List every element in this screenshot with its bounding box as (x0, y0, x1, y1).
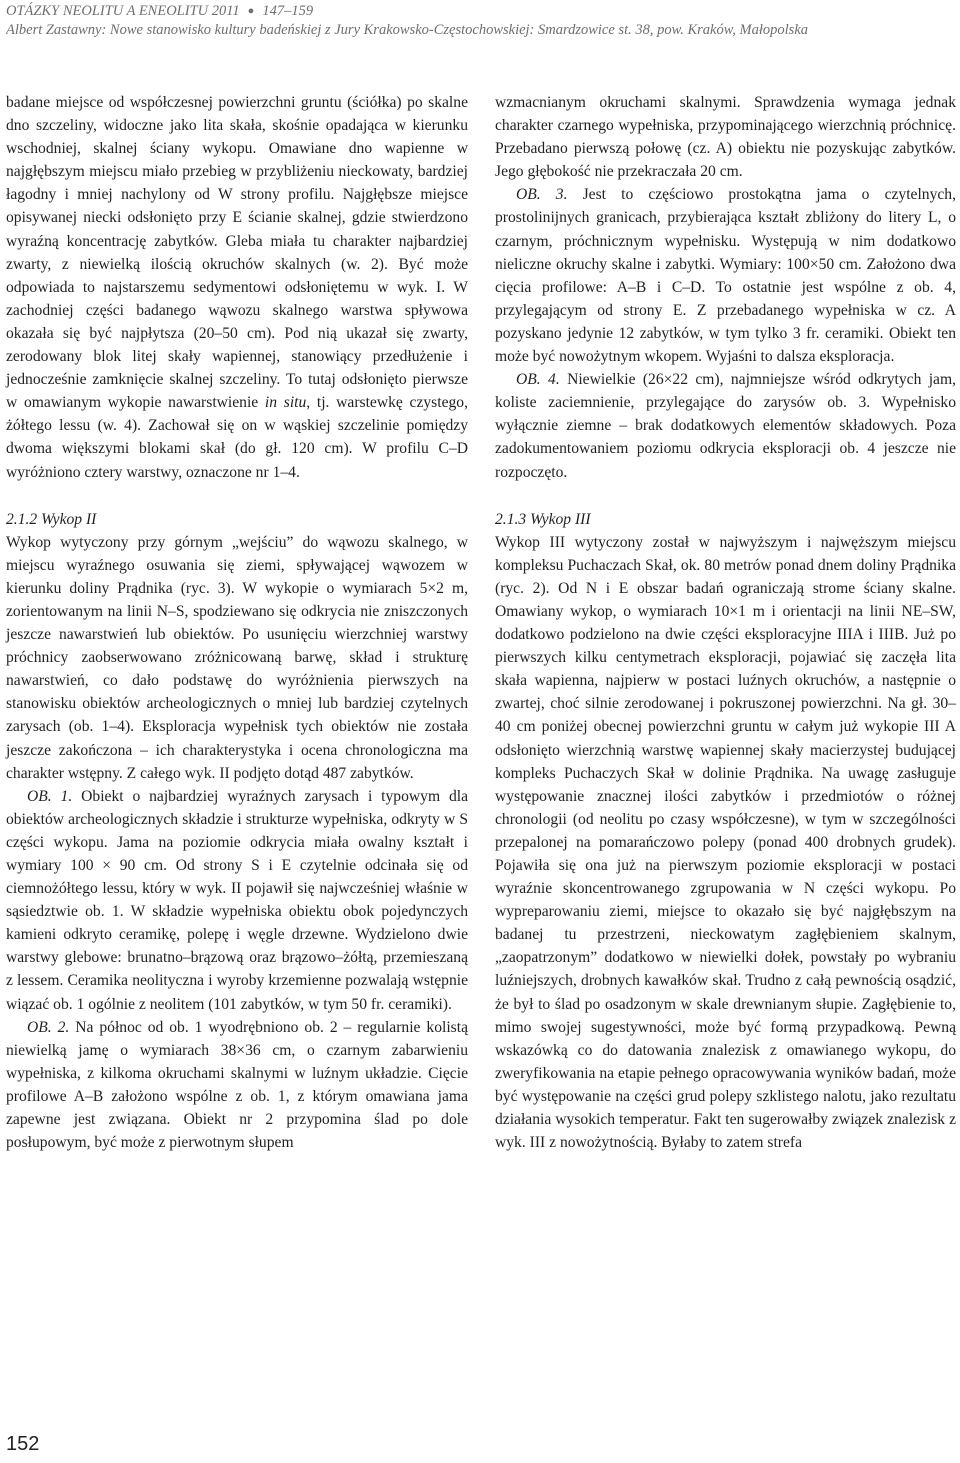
paragraph-ob-4: OB. 4. Niewielkie (26×22 cm), najmniejsze wśród odkrytych jam, koliste zaciemnienie, przylegające do zarysów ob. 3. Wypełnisko wyłącznie ziemne – brak dodatkowych elementów składowych. Poza zadokumentowaniem poziomu odkrycia eksploracji ob. 4 jeszcze nie rozpoczęto. (495, 371, 956, 481)
paragraph-wykop-i-continued: badane miejsce od współczesnej powierzchni gruntu (ściółka) po skalne dno szczeliny, widoczne jako lita skała, skośnie opadająca w kierunku wschodniej, skalnej ściany wykopu. Omawiane dno wapienne w najgłębszym miejscu miało przebieg w przybliżeniu nieckowaty, bardziej łagodny i mniej nachylony od W strony profilu. Najgłębsze miejsce opisywanej niecki odsłonięto przy E ścianie skalnej, gdzie stwierdzono wyraźną koncentrację zabytków. Gleba miała tu charakter najbardziej zwarty, z niewielką ilością okruchów skalnych (w. 2). Być może odpowiada to najstarszemu sedymentowi odsłoniętemu w wyk. I. W zachodniej części badanego wąwozu skalnego warstwa spływowa okazała się być najpłytsza (20–50 cm). Pod nią ukazał się zwarty, zerodowany blok litej skały wapiennej, stanowiący przedłużenie i jednocześnie zamknięcie skalnej szczeliny. To tutaj odsłonięto pierwsze w omawianym wykopie nawarstwienie in situ, tj. warstewkę czystego, żółtego lessu (w. 4). Zachował się on w wąskiej szczelinie pomiędzy dwoma większymi blokami skał (do gł. 120 cm). W profilu C–D wyróżniono cztery warstwy, oznaczone nr 1–4. (6, 94, 468, 481)
bullet-icon: ● (247, 5, 255, 17)
paragraph-ob-2: OB. 2. Na północ od ob. 1 wyodrębniono ob. 2 – regularnie kolistą niewielką jamę o wymiarach 38×36 cm, o czarnym zabarwieniu wypełniska, z kilkoma okruchami skalnymi w luźnym układzie. Cięcie profilowe A–B założono wspólne z ob. 1, z którym omawiana jama zapewne jest związana. Obiekt nr 2 przypomina ślad po dole posłupowym, być może z pierwotnym słupem (6, 1018, 468, 1152)
paragraph-wykop-iii: Wykop III wytyczony został w najwyższym i najwęższym miejscu kompleksu Puchaczach Skał, ok. 80 metrów ponad dnem doliny Prądnika (ryc. 2). Od N i E obszar badań ograniczają strome ściany skalne. Omawiany wykop, o wymiarach 10×1 m i orientacji na linii NE–SW, dodatkowo podzielono na dwie części eksploracyjne IIIA i IIIB. Już po pierwszych kilku centymetrach eksploracji, pojawiać się zaczęła lita skała wapienna, najpierw w postaci luźnych okruchów, a następnie o zwartej, choć silnie zerodowanej i pokruszonej powierzchni. Na gł. 30–40 cm poniżej obecnej powierzchni gruntu w całym już wykopie III A odsłonięto wierzchnią warstwę wapiennej skały macierzystej budującej kompleks Puchaczych Skał w dolinie Prądnika. Na uwagę zasługuje występowanie znacznej ilości zabytków i przedmiotów o różnej chronologii (od neolitu po czasy współczesne), w tym w szczególności przepalonej na pomarańczowo polepy (ponad 400 drobnych grudek). Pojawiła się ona już na pierwszym poziomie eksploracji w postaci wyraźnie skoncentrowanego zgrupowania w N części wykopu. Po wypreparowaniu ziemi, miejsce to okazało się być najgłębszym na badanej tu przestrzeni, nieckowatym zagłębieniem skalnym, „zaopatrzonym” dodatkowo w niewielki dołek, powstały po wybraniu luźniejszych, drobnych kawałków skał. Trudno z całą pewnością osądzić, że był to ślad po osadzonym w skale drewnianym słupie. Zagłębienie to, mimo swojej sugestywności, może być formą przypadkową. Pewną wskazówką co do datowania znalezisk z omawianego wykopu, do zweryfikowania na etapie pełnego opracowywania wyników badań, może być występowanie na części grud polepy szklistego nalotu, jako rezultatu działania wysokich temperatur. Fakt ten sugerowałby związek znalezisk z wyk. III z nowożytnością. Byłaby to zatem strefa (495, 533, 956, 1152)
paragraph-ob-1: OB. 1. Obiekt o najbardziej wyraźnych zarysach i typowym dla obiektów archeologicznych składzie i strukturze wypełniska, odkryty w S części wykopu. Jama na poziomie odkrycia miała owalny kształt i wymiary 100 × 90 cm. Od strony S i E czytelnie odcinała się od ciemnożółtego lessu, który w wyk. II pojawił się najwcześniej właśnie w sąsiedztwie ob. 1. W składzie wypełniska obiektu obok pojedynczych kamieni odkryto ceramikę, polepę i węgle drzewne. Wydzielono dwie warstwy glebowe: brunatno–brązową oraz brązowo–żółtą, przemieszaną z lessem. Ceramika neolityczna i wyroby krzemienne pozwalają wstępnie wiązać ob. 1 ogólnie z neolitem (101 zabytków, w tym 50 fr. ceramiki). (6, 787, 469, 1013)
paragraph-ob-3: OB. 3. Jest to częściowo prostokątna jama o czytelnych, prostolinijnych granicach, przybierająca kształt zbliżony do litery L, o czarnym, próchnicznym wypełnisku. Występują w nim dodatkowo nieliczne okruchy skalne i zabytki. Wymiary: 100×50 cm. Założono dwa cięcia profilowe: A–B i C–D. To ostatnie jest wspólne z ob. 4, przylegającym od strony E. Z przebadanego wypełniska w cz. A pozyskano jedynie 12 zabytków, w tym tylko 3 fr. ceramiki. Obiekt ten może być nowożytnym wkopem. Wyjaśni to dalsza eksploracja. (495, 186, 957, 366)
section-heading-wykop-iii: 2.1.3 Wykop III (495, 510, 591, 528)
label-ob-2: OB. 2. (27, 1018, 70, 1036)
label-ob-3: OB. 3. (516, 186, 568, 204)
section-heading-wykop-ii: 2.1.2 Wykop II (6, 510, 97, 528)
label-ob-1: OB. 1. (27, 787, 73, 805)
journal-line (6, 2, 956, 21)
italic-in-situ: in situ (264, 394, 307, 412)
paragraph-ob-2-continued: wzmacnianym okruchami skalnymi. Sprawdzenia wymaga jednak charakter czarnego wypełniska, przypominającego wierzchnią próchnicę. Przebadano pierwszą połowę (cz. A) obiektu nie pozyskując zabytków. Jego głębokość nie przekraczała 20 cm. (495, 94, 956, 181)
page-number: 152 (6, 1433, 40, 1455)
citation-line: Albert Zastawny: Nowe stanowisko kultury badeńskiej z Jury Krakowsko-Częstochowskiej: Smardzowice st. 38, pow. Kraków, Małopolska (6, 22, 809, 38)
right-column (495, 91, 956, 1154)
paragraph-wykop-ii: Wykop wytyczony przy górnym „wejściu” do wąwozu skalnego, w miejscu wyraźnego osuwania się ziemi, spływającej wąwozem w kierunku doliny Prądnika (ryc. 3). W wykopie o wymiarach 5×2 m, zorientowanym na linii N–S, spodziewano się odkrycia nie zniszczonych jeszcze nawarstwień lub obiektów. Po usunięciu wierzchniej warstwy próchnicy zaobserwowano zróżnicowaną barwę, skład i strukturę nawarstwień, co dało podstawę do wyróżnienia pierwszych na stanowisku obiektów archeologicznych o mniej lub bardziej czytelnych zarysach (ob. 1–4). Eksploracja wypełnisk tych obiektów nie została jeszcze zakończona – ich charakterystyka i ocena chronologiczna ma charakter wstępny. Z całego wyk. II podjęto dotąd 487 zabytków. (6, 533, 468, 782)
page-range: 147–159 (262, 3, 314, 19)
left-column (6, 91, 468, 1154)
label-ob-4: OB. 4. (516, 371, 560, 389)
journal-title: OTÁZKY NEOLITU A ENEOLITU 2011 (6, 3, 240, 19)
running-header (6, 2, 956, 39)
